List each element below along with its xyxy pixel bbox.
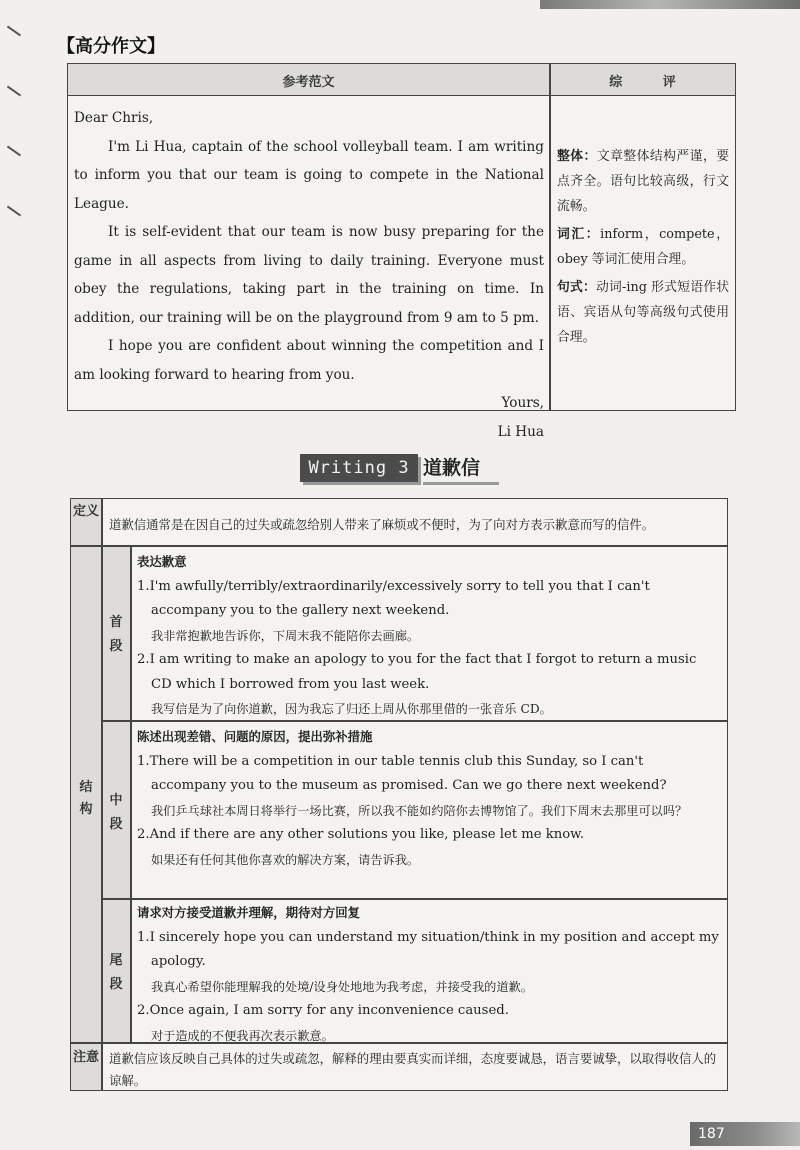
grid-line (101, 898, 727, 900)
middle-section (137, 725, 719, 872)
section-title: 【高分作文】 (57, 36, 165, 57)
writing-number: Writing 3 (300, 454, 418, 482)
closing-example-en: 2.Once again, I am sorry for any inconvenience caused. (137, 1003, 509, 1018)
grid-line (130, 546, 132, 1043)
review-vocab (557, 222, 729, 272)
middle-example-en: 2.And if there are any other solutions you like, please let me know. (137, 827, 585, 842)
essay-paragraph: I'm Li Hua, captain of the school volleyball team. I am writing to inform you that our team is going to compete in the National League. (74, 138, 544, 212)
middle-label: 中段 (109, 793, 123, 832)
closing-example-en: 1.I sincerely hope you can understand my situation/think in my position and accept my apology. (137, 929, 719, 969)
essay-paragraph: It is self-evident that our team is now busy preparing for the game in all aspects from living to daily training. Everyone must obey the regulations, taking part in the training on time. In addition, our training will be on the playground from 9 am to 5 pm. (74, 224, 544, 326)
review-vocab-text: inform，compete，obey 等词汇使用合理。 (557, 227, 729, 267)
model-essay-table (67, 63, 736, 440)
structure-label: 结构 (79, 780, 93, 817)
opening-example-zh: 我写信是为了向你道歉，因为我忘了归还上周从你那里借的一张音乐 CD。 (151, 702, 552, 716)
review-structure-text: 文章整体结构严谨，要点齐全。语句比较高级，行文流畅。 (557, 149, 730, 214)
column-divider (549, 64, 551, 410)
closing-label: 尾段 (109, 953, 123, 992)
opening-example-zh: 我非常抱歉地告诉你，下周末我不能陪你去画廊。 (151, 628, 420, 643)
margin-mark (7, 26, 21, 37)
essay-table-header (68, 64, 735, 96)
signature: Li Hua (497, 423, 544, 440)
opening-example-en: 2.I am writing to make an apology to you for the fact that I forgot to return a music CD which I borrowed from you last week. (137, 652, 697, 692)
closing-example-zh: 对于造成的不便我再次表示歉意。 (151, 1028, 334, 1043)
top-decorative-band (540, 0, 800, 9)
middle-heading: 陈述出现差错、问题的原因，提出弥补措施 (137, 729, 373, 744)
middle-example-zh: 我们乒乓球社本周日将举行一场比赛，所以我不能如约陪你去博物馆了。我们下周末去那里可以吗？ (151, 803, 688, 818)
opening-heading: 表达歉意 (137, 554, 187, 569)
review-sentence-label: 句式： (557, 280, 597, 295)
margin-mark (7, 86, 21, 97)
closing-section (137, 901, 719, 1048)
margin-mark (7, 206, 21, 217)
note-text: 道歉信应该反映自己具体的过失或疏忽，解释的理由要真实而详细，态度要诚恳，语言要诚挚，以取得收信人的谅解。 (109, 1051, 717, 1088)
closing-heading: 请求对方接受道歉并理解，期待对方回复 (137, 905, 361, 920)
closing-example-zh: 我真心希望你能理解我的处境/设身处地地为我考虑，并接受我的道歉。 (151, 979, 533, 994)
definition-label: 定义 (73, 504, 100, 519)
grid-line (71, 545, 727, 547)
closing: Yours, (501, 395, 544, 411)
writing-subtitle: 道歉信 (423, 454, 499, 485)
opening-example-en: 1.I'm awfully/terribly/extraordinarily/excessively sorry to tell you that I can't accompany you to the gallery next weekend. (137, 578, 650, 618)
opening-label: 首段 (109, 615, 123, 654)
review-sentence-text: 动词-ing 形式短语作状语、宾语从句等高级句式使用合理。 (557, 280, 730, 345)
note-label: 注意 (73, 1050, 100, 1065)
page-number: 187 (690, 1122, 800, 1146)
margin-mark (7, 146, 21, 157)
salutation: Dear Chris, (74, 110, 154, 126)
essay-column-header: 参考范文 (282, 75, 335, 90)
definition-text: 道歉信通常是在因自己的过失或疏忽给别人带来了麻烦或不便时，为了向对方表示歉意而写的信件。 (109, 517, 655, 532)
review-vocab-label: 词汇： (557, 227, 601, 242)
grid-line (101, 499, 103, 1090)
review-panel (557, 144, 729, 353)
essay-paragraph: I hope you are confident about winning the competition and I am looking forward to hearing from you. (74, 338, 544, 383)
essay-body (74, 104, 544, 446)
review-column-header: 综 评 (609, 75, 694, 90)
review-structure (557, 144, 729, 219)
middle-example-en: 1.There will be a competition in our table tennis club this Sunday, so I can't accompany you to the museum as promised. Can we go there next weekend? (137, 753, 667, 793)
middle-example-zh: 如果还有任何其他你喜欢的解决方案，请告诉我。 (151, 852, 420, 867)
review-structure-label: 整体： (557, 149, 597, 164)
opening-section (137, 550, 719, 722)
review-sentence (557, 275, 729, 350)
apology-letter-table (70, 498, 728, 1091)
